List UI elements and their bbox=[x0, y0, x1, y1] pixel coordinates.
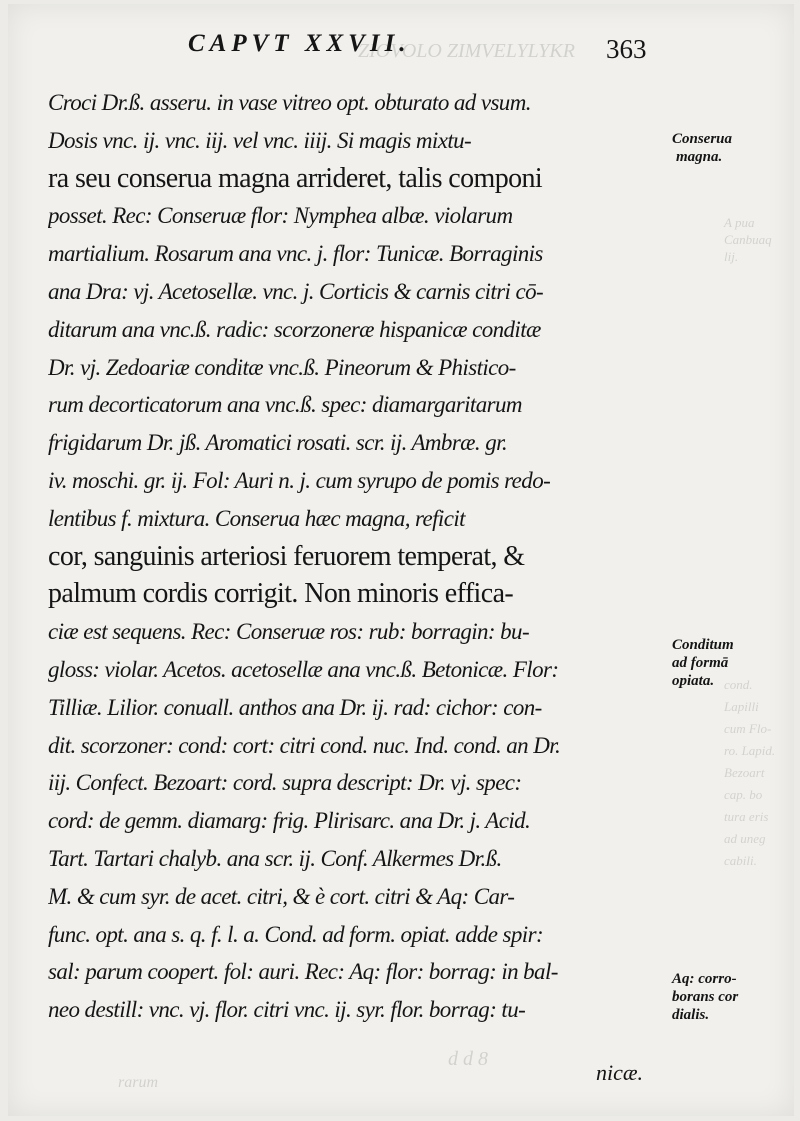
text-line: ana Dra: vj. Acetosellæ. vnc. j. Corticis & carnis citri cō- bbox=[48, 278, 544, 304]
text-line: dit. scorzoner: cond: cort: citri cond. nuc. Ind. cond. an Dr. bbox=[48, 732, 561, 758]
margin-note-line: borans cor bbox=[672, 989, 739, 1005]
margin-note-line: Conserua bbox=[672, 131, 733, 147]
catchword: nicæ. bbox=[596, 1060, 644, 1085]
text-line: Dosis vnc. ij. vnc. iij. vel vnc. iiij. Si magis mixtu- bbox=[48, 127, 472, 153]
text-line: gloss: violar. Acetos. acetosellæ ana vnc.ß. Betonicæ. Flor: bbox=[48, 656, 559, 682]
text-line: palmum cordis corrigit. Non minoris effica- bbox=[48, 578, 514, 610]
text-line: ra seu conserua magna arrideret, talis componi bbox=[48, 162, 543, 194]
text-line: neo destill: vnc. vj. flor. citri vnc. ij. syr. flor. borrag: tu- bbox=[48, 997, 526, 1023]
margin-note-line: opiata. bbox=[672, 673, 715, 689]
margin-note-conditum bbox=[672, 636, 772, 690]
margin-note-aqua bbox=[672, 970, 772, 1024]
text-line: iij. Confect. Bezoart: cord. supra descript: Dr. vj. spec: bbox=[48, 770, 522, 796]
margin-note-line: ad formā bbox=[672, 655, 729, 671]
show-through-margin: A pua Canbuaq lij. bbox=[724, 215, 772, 264]
book-page bbox=[8, 4, 794, 1116]
margin-note-line: Aq: corro- bbox=[672, 971, 737, 987]
show-through-margin-lower: cond. Lapilli cum Flo- ro. Lapid. Bezoart cap. bo tura eris ad uneg cabili. bbox=[724, 677, 776, 868]
body-text bbox=[48, 84, 670, 1029]
text-line: M. & cum syr. de acet. citri, & è cort. citri & Aq: Car- bbox=[48, 883, 515, 909]
text-line: posset. Rec: Conseruæ flor: Nymphea albæ. violarum bbox=[48, 203, 513, 229]
show-through-header: ZIOVOLO ZIMVELYLYKR bbox=[358, 40, 575, 62]
text-line: cord: de gemm. diamarg: frig. Plirisarc. ana Dr. j. Acid. bbox=[48, 808, 531, 834]
text-line: martialium. Rosarum ana vnc. j. flor: Tunicæ. Borraginis bbox=[48, 241, 543, 267]
text-line: func. opt. ana s. q. f. l. a. Cond. ad form. opiat. adde spir: bbox=[48, 921, 544, 947]
text-line: iv. moschi. gr. ij. Fol: Auri n. j. cum syrupo de pomis redo- bbox=[48, 467, 551, 493]
text-line: ciæ est sequens. Rec: Conseruæ ros: rub: borragin: bu- bbox=[48, 619, 530, 645]
text-line: Croci Dr.ß. asseru. in vase vitreo opt. obturato ad vsum. bbox=[48, 90, 531, 115]
page-number: 363 bbox=[606, 34, 647, 64]
running-title: CAPVT XXVII. bbox=[188, 30, 411, 57]
margin-note-line: Conditum bbox=[672, 637, 734, 653]
text-line: frigidarum Dr. jß. Aromatici rosati. scr. ij. Ambræ. gr. bbox=[48, 430, 508, 456]
text-line: Dr. vj. Zedoariæ conditæ vnc.ß. Pineorum & Phistico- bbox=[48, 354, 516, 380]
margin-note-conserua bbox=[672, 130, 772, 166]
text-line: Tart. Tartari chalyb. ana scr. ij. Conf. Alkermes Dr.ß. bbox=[48, 845, 502, 871]
margin-note-line: dialis. bbox=[672, 1007, 710, 1023]
text-line: lentibus f. mixtura. Conserua hæc magna, reficit bbox=[48, 505, 465, 531]
text-line: cor, sanguinis arteriosi feruorem temperat, & bbox=[48, 540, 525, 572]
text-line: sal: parum coopert. fol: auri. Rec: Aq: flor: borrag: in bal- bbox=[48, 959, 558, 985]
show-through-footer: d d 8 bbox=[448, 1048, 488, 1070]
margin-note-line: magna. bbox=[676, 149, 723, 165]
show-through-footer-2: rarum bbox=[118, 1074, 159, 1091]
text-line: ditarum ana vnc.ß. radic: scorzoneræ hispanicæ conditæ bbox=[48, 316, 541, 342]
text-line: rum decorticatorum ana vnc.ß. spec: diamargaritarum bbox=[48, 392, 522, 418]
text-line: Tilliæ. Lilior. conuall. anthos ana Dr. ij. rad: cichor: con- bbox=[48, 694, 542, 720]
